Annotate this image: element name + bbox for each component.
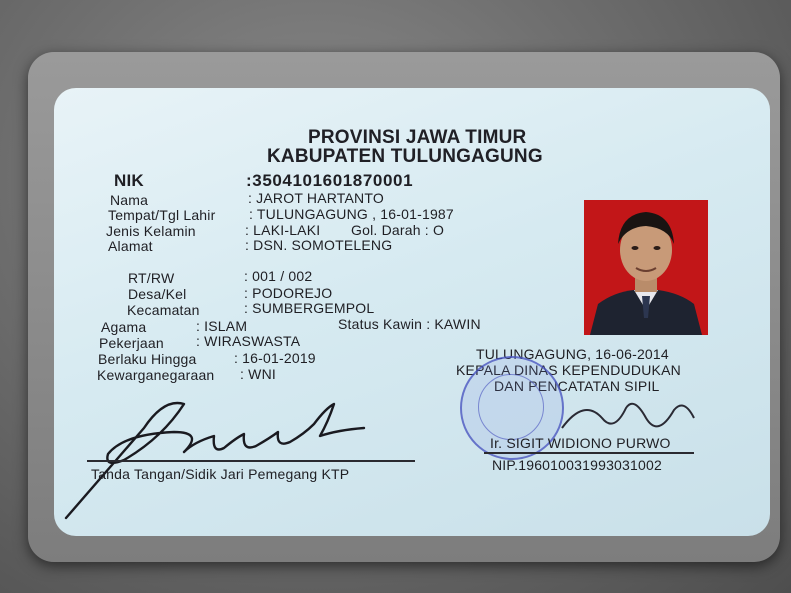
portrait-graphic bbox=[584, 200, 708, 335]
kewarganegaraan-label: Kewarganegaraan bbox=[97, 367, 215, 383]
office-line-2: DAN PENCATATAN SIPIL bbox=[494, 378, 660, 394]
ttl-value: : TULUNGAGUNG , 16-01-1987 bbox=[249, 206, 454, 222]
issue-place-date: TULUNGAGUNG, 16-06-2014 bbox=[476, 346, 669, 362]
pekerjaan-value: : WIRASWASTA bbox=[196, 333, 301, 349]
official-nip: NIP.196010031993031002 bbox=[492, 457, 662, 473]
berlaku-value: : 16-01-2019 bbox=[234, 350, 316, 366]
regency-title: KABUPATEN TULUNGAGUNG bbox=[267, 146, 543, 167]
alamat-label: Alamat bbox=[108, 238, 153, 254]
rtrw-label: RT/RW bbox=[128, 270, 175, 286]
status-kawin: Status Kawin : KAWIN bbox=[338, 316, 481, 332]
nik-value: :3504101601870001 bbox=[246, 171, 414, 190]
alamat-value: : DSN. SOMOTELENG bbox=[245, 237, 393, 253]
jk-label: Jenis Kelamin bbox=[106, 223, 196, 239]
office-line-1: KEPALA DINAS KEPENDUDUKAN bbox=[456, 362, 681, 378]
official-name: Ir. SIGIT WIDIONO PURWO bbox=[490, 435, 671, 451]
official-rule bbox=[484, 452, 694, 454]
desa-label: Desa/Kel bbox=[128, 286, 187, 302]
nama-value: : JAROT HARTANTO bbox=[248, 190, 384, 206]
pekerjaan-label: Pekerjaan bbox=[99, 335, 164, 351]
holder-signature bbox=[64, 368, 404, 528]
nik-label: NIK bbox=[114, 171, 144, 190]
holder-signature-caption: Tanda Tangan/Sidik Jari Pemegang KTP bbox=[91, 466, 350, 482]
desa-value: : PODOREJO bbox=[244, 285, 333, 301]
ttl-label: Tempat/Tgl Lahir bbox=[108, 207, 216, 223]
gol-darah: Gol. Darah : O bbox=[351, 222, 445, 238]
agama-value: : ISLAM bbox=[196, 318, 248, 334]
nama-label: Nama bbox=[110, 192, 149, 208]
holder-photo bbox=[584, 200, 708, 335]
kewarganegaraan-value: : WNI bbox=[240, 366, 276, 382]
agama-label: Agama bbox=[101, 319, 147, 335]
holder-signature-rule bbox=[87, 460, 415, 462]
id-card bbox=[54, 88, 770, 536]
kecamatan-label: Kecamatan bbox=[127, 302, 200, 318]
rtrw-value: : 001 / 002 bbox=[244, 268, 313, 284]
stamp-inner-ring bbox=[478, 374, 544, 440]
province-title: PROVINSI JAWA TIMUR bbox=[308, 127, 527, 148]
berlaku-label: Berlaku Hingga bbox=[98, 351, 197, 367]
kecamatan-value: : SUMBERGEMPOL bbox=[244, 300, 375, 316]
jk-value: : LAKI-LAKI bbox=[245, 222, 321, 238]
